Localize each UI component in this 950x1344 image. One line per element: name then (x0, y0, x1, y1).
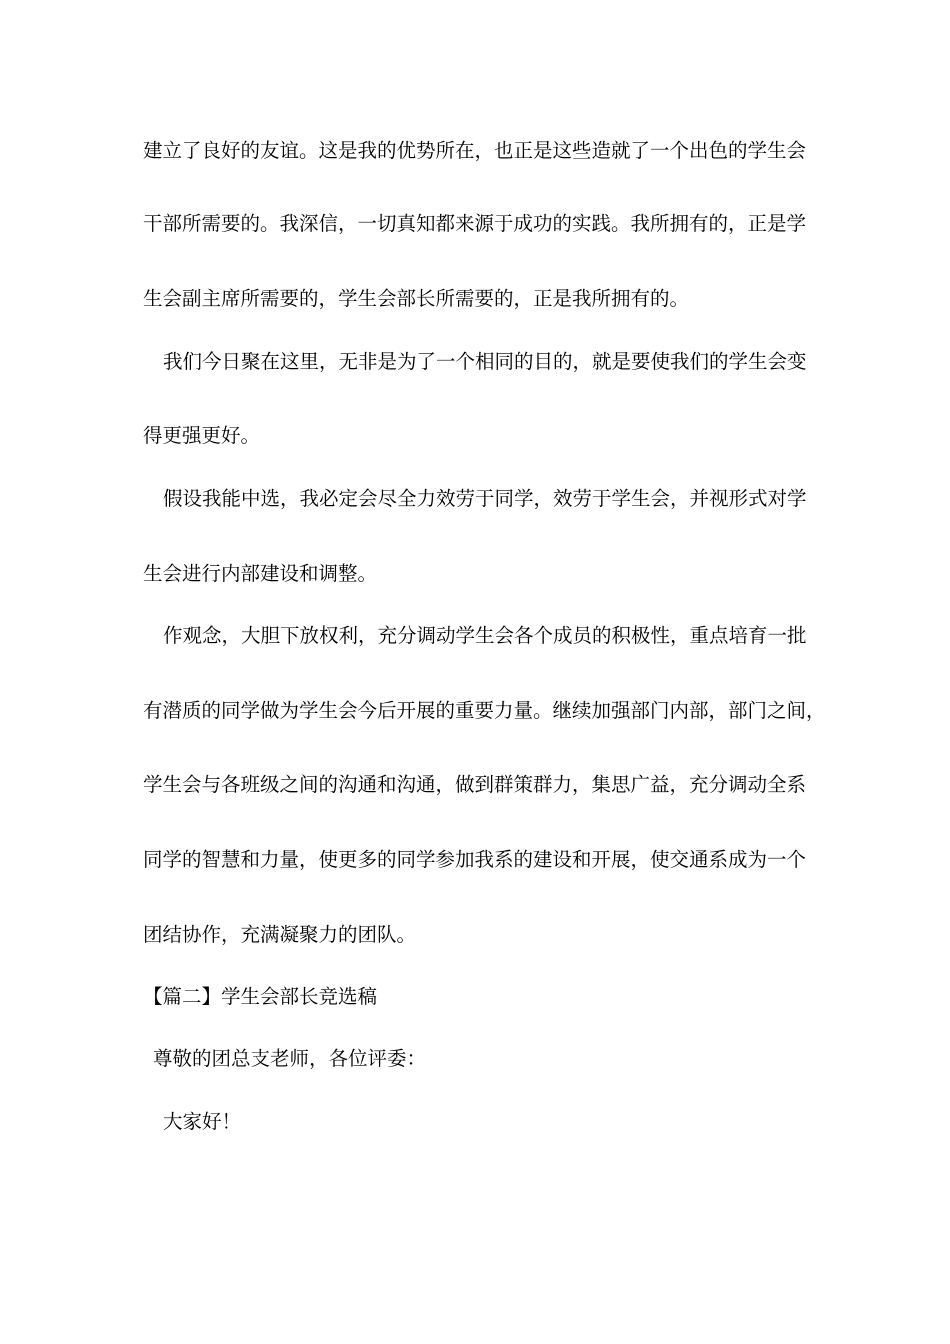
section-heading: 【篇二】学生会部长竞选稿 (143, 985, 378, 1008)
paragraph-line: 作观念，大胆下放权利，充分调动学生会各个成员的积极性，重点培育一批 (163, 624, 807, 647)
paragraph-line: 干部所需要的。我深信，一切真知都来源于成功的实践。我所拥有的，正是学 (143, 212, 807, 235)
greeting: 大家好！ (163, 1110, 242, 1133)
paragraph-line: 生会进行内部建设和调整。 (143, 562, 378, 585)
paragraph-line: 团结协作，充满凝聚力的团队。 (143, 923, 417, 946)
paragraph-line: 学生会与各班级之间的沟通和沟通，做到群策群力，集思广益，充分调动全系 (143, 773, 807, 796)
paragraph-line: 建立了良好的友谊。这是我的优势所在，也正是这些造就了一个出色的学生会 (143, 139, 807, 162)
paragraph-line: 我们今日聚在这里，无非是为了一个相同的目的，就是要使我们的学生会变 (163, 350, 807, 373)
paragraph-line: 得更强更好。 (143, 424, 261, 447)
paragraph-line: 生会副主席所需要的，学生会部长所需要的，正是我所拥有的。 (143, 287, 690, 310)
paragraph-line: 假设我能中选，我必定会尽全力效劳于同学，效劳于学生会，并视形式对学 (163, 487, 807, 510)
paragraph-line: 有潜质的同学做为学生会今后开展的重要力量。继续加强部门内部，部门之间， (143, 699, 826, 722)
paragraph-line: 同学的智慧和力量，使更多的同学参加我系的建设和开展，使交通系成为一个 (143, 848, 807, 871)
salutation: 尊敬的团总支老师，各位评委： (153, 1047, 427, 1070)
